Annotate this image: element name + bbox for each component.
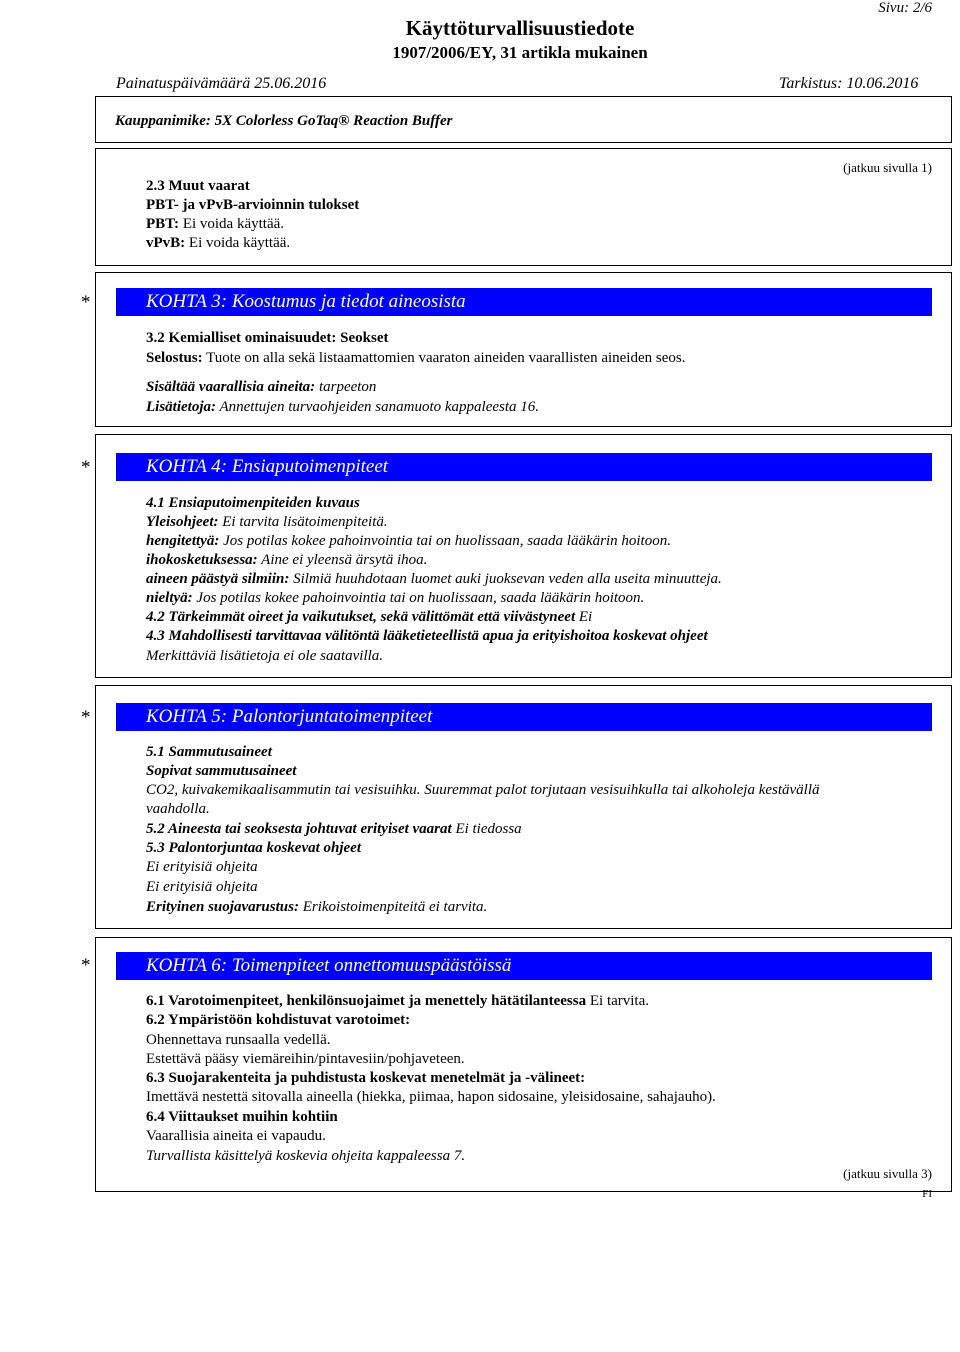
continued-from-note: (jatkuu sivulla 1) (843, 160, 932, 175)
symptoms-value: Ei (578, 609, 593, 625)
inhalation-value: Jos potilas kokee pahoinvointia tai on huolissaan, saada lääkärin hoitoon. (223, 533, 671, 549)
ingestion-value: Jos potilas kokee pahoinvointia tai on huolissaan, saada lääkärin hoitoon. (196, 590, 645, 606)
section-3-heading: KOHTA 3: Koostumus ja tiedot aineosista (116, 288, 932, 316)
inhalation-label: hengitettyä: (146, 533, 220, 549)
section-6-2-text-2: Estettävä pääsy viemäreihin/pintavesiin/pohjaveteen. (146, 1051, 465, 1067)
language-code: FI (922, 1188, 932, 1200)
print-date: Painatuspäivämäärä 25.06.2016 (116, 75, 327, 92)
section-6-3-text: Imettävä nestettä sitovalla aineella (hiekka, piimaa, hapon sidosaine, yleisidosaine, sahajauho). (146, 1089, 716, 1105)
suitable-media-text-cont: vaahdolla. (146, 801, 210, 817)
hazardous-row (146, 378, 376, 397)
section-3-2-title: 3.2 Kemialliset ominaisuudet: Seokset (146, 330, 389, 346)
hazardous-value: tarpeeton (318, 379, 377, 395)
changed-marker: * (81, 292, 91, 313)
section-6-3-title: 6.3 Suojarakenteita ja puhdistusta koskevat menetelmät ja -välineet: (146, 1070, 586, 1086)
section-6-4-title: 6.4 Viittaukset muihin kohtiin (146, 1109, 338, 1125)
section-4-3-title: 4.3 Mahdollisesti tarvittavaa välitöntä lääketieteellistä apua ja erityishoitoa koskevat ohjeet (146, 628, 708, 644)
section-2-3-title: 2.3 Muut vaarat (146, 178, 250, 194)
vpvb-row (146, 234, 290, 253)
section-4-3-text: Merkittäviä lisätietoja ei ole saatavilla. (146, 648, 384, 664)
description-value: Tuote on alla sekä listaamattomien vaaraton aineiden vaarallisten aineiden seos. (206, 350, 686, 366)
description-label: Selostus: (146, 350, 203, 366)
eye-label: aineen päästyä silmiin: (146, 571, 290, 587)
section-6-4-text-1: Vaarallisia aineita ei vapaudu. (146, 1128, 326, 1144)
section-5-1-title: 5.1 Sammutusaineet (146, 744, 272, 760)
ingestion-label: nieltyä: (146, 590, 193, 606)
skin-label: ihokosketuksessa: (146, 552, 258, 568)
vpvb-label: vPvB: (146, 235, 186, 251)
eye-row (146, 570, 722, 589)
pbt-title: PBT- ja vPvB-arvioinnin tulokset (146, 197, 360, 213)
document-subtitle: 1907/2006/EY, 31 artikla mukainen (392, 43, 648, 62)
section-6-4-text-2: Turvallista käsittelyä koskevia ohjeita kappaleessa 7. (146, 1148, 466, 1164)
section-6-heading: KOHTA 6: Toimenpiteet onnettomuuspäästöissä (116, 952, 932, 980)
section-5-3-title: 5.3 Palontorjuntaa koskevat ohjeet (146, 840, 362, 856)
skin-row (146, 551, 427, 570)
special-hazards-row (146, 820, 522, 839)
pbt-value: Ei voida käyttää. (182, 216, 285, 232)
suitable-media-text: CO2, kuivakemikaalisammutin tai vesisuihku. Suuremmat palot torjutaan vesisuihkulla tai alkoholeja kestävällä (146, 782, 820, 798)
page-number: Sivu: 2/6 (878, 0, 932, 16)
ingestion-row (146, 589, 644, 608)
description-row (146, 349, 685, 368)
special-hazards-value: Ei tiedossa (455, 821, 522, 837)
section-6-2-title: 6.2 Ympäristöön kohdistuvat varotoimet: (146, 1012, 411, 1028)
document-title: Käyttöturvallisuustiedote (405, 16, 635, 40)
advice-line-1: Ei erityisiä ohjeita (146, 859, 258, 875)
symptoms-label: 4.2 Tärkeimmät oireet ja vaikutukset, sekä välittömät että viivästyneet (146, 609, 576, 625)
advice-line-2: Ei erityisiä ohjeita (146, 879, 258, 895)
protective-equipment-row (146, 898, 487, 917)
changed-marker: * (81, 955, 91, 976)
special-hazards-label: 5.2 Aineesta tai seoksesta johtuvat erityiset vaarat (146, 821, 452, 837)
section-6-2-text-1: Ohennettava runsaalla vedellä. (146, 1032, 331, 1048)
general-label: Yleisohjeet: (146, 514, 219, 530)
skin-value: Aine ei yleensä ärsytä ihoa. (261, 552, 428, 568)
suitable-media-title: Sopivat sammutusaineet (146, 763, 297, 779)
eye-value: Silmiä huuhdotaan luomet auki juoksevan veden alla useita minuutteja. (293, 571, 722, 587)
protective-equipment-label: Erityinen suojavarustus: (146, 899, 299, 915)
additional-info-label: Lisätietoja: (146, 399, 216, 415)
vpvb-value: Ei voida käyttää. (188, 235, 291, 251)
revision-date: Tarkistus: 10.06.2016 (779, 75, 919, 92)
general-row (146, 513, 388, 532)
additional-info-row (146, 398, 539, 417)
section-4-1-title: 4.1 Ensiaputoimenpiteiden kuvaus (146, 495, 360, 511)
trade-name: Kauppanimike: 5X Colorless GoTaq® Reaction Buffer (115, 113, 453, 129)
section-6-1-value: Ei tarvita. (589, 993, 650, 1009)
section-4-heading: KOHTA 4: Ensiaputoimenpiteet (116, 453, 932, 481)
additional-info-value: Annettujen turvaohjeiden sanamuoto kappaleesta 16. (219, 399, 540, 415)
pbt-label: PBT: (146, 216, 180, 232)
changed-marker: * (81, 707, 91, 728)
protective-equipment-value: Erikoistoimenpiteitä ei tarvita. (302, 899, 488, 915)
pbt-row (146, 215, 284, 234)
inhalation-row (146, 532, 671, 551)
changed-marker: * (81, 457, 91, 478)
symptoms-row (146, 608, 592, 627)
section-6-1-label: 6.1 Varotoimenpiteet, henkilönsuojaimet ja menettely hätätilanteessa (146, 993, 587, 1009)
continued-to-note: (jatkuu sivulla 3) (843, 1166, 932, 1181)
section-5-heading: KOHTA 5: Palontorjuntatoimenpiteet (116, 703, 932, 731)
section-6-1-row (146, 992, 649, 1011)
hazardous-label: Sisältää vaarallisia aineita: (146, 379, 316, 395)
general-value: Ei tarvita lisätoimenpiteitä. (222, 514, 388, 530)
